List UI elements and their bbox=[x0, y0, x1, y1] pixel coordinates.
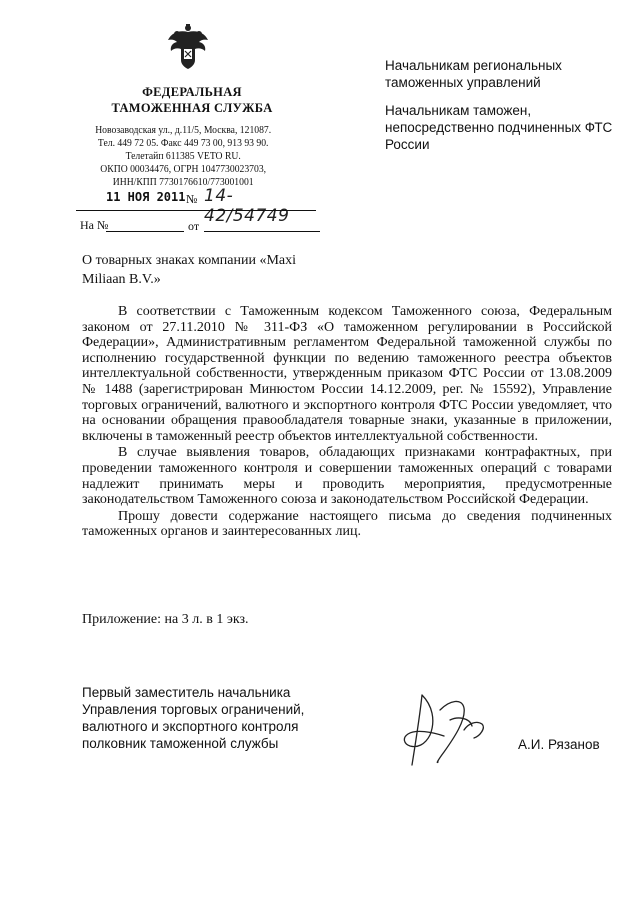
reference-date-blank bbox=[204, 231, 320, 232]
org-name-line1: ФЕДЕРАЛЬНАЯ bbox=[142, 85, 242, 99]
address-line: Тел. 449 72 05. Факс 449 73 00, 913 93 90. bbox=[97, 138, 269, 149]
recipient: Начальникам региональных таможенных управлений bbox=[385, 58, 562, 90]
address-line: ИНН/КПП 7730176610/773001001 bbox=[112, 177, 254, 188]
coat-of-arms-icon bbox=[166, 22, 210, 70]
letter-subject: О товарных знаках компании «Maxi Miliaan B.V.» bbox=[82, 253, 297, 287]
number-mark: № bbox=[186, 192, 198, 206]
address-line: Телетайп 611385 VETO RU. bbox=[125, 151, 241, 162]
signer-position-line: полковник таможенной службы bbox=[82, 736, 279, 751]
registration-number: 14-42/54749 bbox=[204, 186, 290, 226]
body-paragraph: Прошу довести содержание настоящего письма до сведения подчиненных таможенных органов и заинтересованных лиц. bbox=[82, 508, 612, 540]
attachment-note: Приложение: на 3 л. в 1 экз. bbox=[82, 612, 249, 627]
recipients-block bbox=[385, 57, 615, 164]
body-paragraph: В соответствии с Таможенным кодексом Таможенного союза, Федеральным законом от 27.11.2010 № 311-ФЗ «О таможенном регулировании в Российской Федерации», Административным регламентом Федеральной таможенной службы по исполнению государственной функции по ведению таможенного реестра объектов интеллектуальной собственности, утвержденным приказом ФТС России от 13.08.2009 № 1488 (зарегистрирован Минюстом России 14.12.2009, рег. № 15592), Управление торговых ограничений, валютного и экспортного контроля ФТС России уведомляет, что на основании обращения правообладателя товарные знаки, указанные в приложении, включены в таможенный реестр объектов интеллектуальной собственности. bbox=[82, 304, 612, 444]
org-name-line2: ТАМОЖЕННАЯ СЛУЖБА bbox=[111, 101, 273, 115]
address-line: ОКПО 00034476, ОГРН 1047730023703, bbox=[100, 164, 267, 175]
address-line: Новозаводская ул., д.11/5, Москва, 121087. bbox=[95, 125, 272, 136]
signer-position-line: Первый заместитель начальника bbox=[82, 685, 291, 700]
organization-name bbox=[92, 84, 292, 116]
signer-position-line: Управления торговых ограничений, bbox=[82, 702, 305, 717]
signer-name: А.И. Рязанов bbox=[518, 737, 600, 752]
registration-underline bbox=[76, 210, 316, 211]
organization-address bbox=[82, 124, 284, 189]
handwritten-signature bbox=[392, 690, 502, 770]
reference-line bbox=[80, 218, 320, 234]
date-stamp: 11 НОЯ 2011 bbox=[106, 190, 186, 204]
signer-position-line: валютного и экспортного контроля bbox=[82, 719, 299, 734]
letter-body bbox=[82, 304, 612, 540]
signer-position bbox=[82, 684, 322, 752]
reference-number-label: На № bbox=[80, 218, 109, 232]
reference-number-blank bbox=[106, 231, 184, 232]
recipient: Начальникам таможен, непосредственно подчиненных ФТС России bbox=[385, 103, 613, 152]
reference-from-label: от bbox=[188, 219, 200, 233]
body-paragraph: В случае выявления товаров, обладающих признаками контрафактных, при проведении таможенного контроля и совершении таможенных операций с товарами надлежит принимать меры и проводить мероприятия, предусмотренные законодательством Таможенного союза и законодательством Российской Федерации. bbox=[82, 445, 612, 508]
